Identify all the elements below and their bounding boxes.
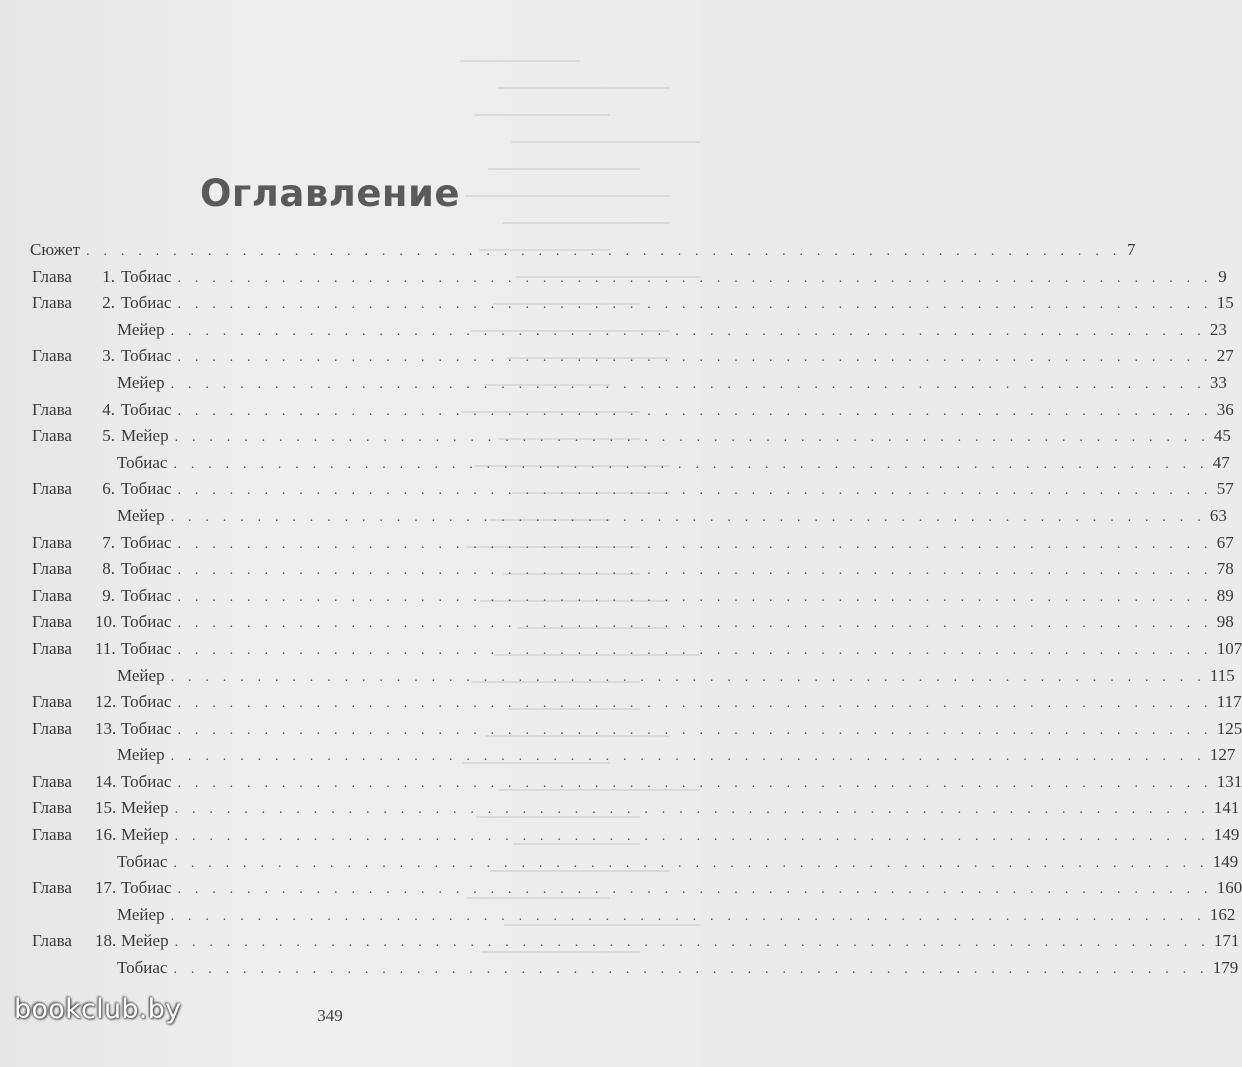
toc-entry	[32, 264, 1227, 291]
toc-page-number: 63	[1209, 505, 1227, 525]
toc-entry	[32, 530, 1234, 557]
bleed-line	[460, 60, 580, 62]
toc-chapter-number: 4.	[102, 399, 115, 419]
toc-entry	[30, 237, 1136, 264]
toc-page-number: 162	[1209, 904, 1236, 924]
toc-page-number: 160	[1216, 878, 1242, 898]
toc-chapter-number: 6.	[102, 479, 115, 499]
toc-leader-dots: . . . . . . . . . . . . . . . . . . . . . . . . . . . . . . . . . . . . . . . . . . . . . . . . . . . . . . . . . . . .	[177, 616, 1213, 632]
toc-entry	[32, 609, 1234, 636]
toc-entry	[32, 742, 1236, 769]
toc-page-number: 9	[1218, 266, 1227, 286]
toc-page-number: 57	[1216, 479, 1234, 499]
toc-leader-dots: . . . . . . . . . . . . . . . . . . . . . . . . . . . . . . . . . . . . . . . . . . . . . . . . . . . . . . . . . . . .	[177, 270, 1213, 286]
toc-entry-title: Тобиас	[121, 399, 172, 419]
page-number: 349	[317, 1006, 343, 1025]
toc-page-number: 131	[1216, 771, 1242, 791]
toc-entry	[32, 928, 1240, 955]
toc-entry-title: Тобиас	[117, 958, 168, 978]
toc-page-number: 149	[1212, 851, 1239, 871]
toc-leader-dots: . . . . . . . . . . . . . . . . . . . . . . . . . . . . . . . . . . . . . . . . . . . . . . . . . . . . . . . . . . . .	[174, 829, 1210, 845]
toc-chapter-word: Глава	[32, 612, 72, 632]
toc-page-number: 47	[1212, 452, 1230, 472]
toc-leader-dots: . . . . . . . . . . . . . . . . . . . . . . . . . . . . . . . . . . . . . . . . . . . . . . . . . . . . . . . . . . . .	[174, 802, 1210, 818]
toc-leader-dots: . . . . . . . . . . . . . . . . . . . . . . . . . . . . . . . . . . . . . . . . . . . . . . . . . . . . . . . . . . . .	[170, 669, 1206, 685]
table-of-contents	[30, 237, 1242, 982]
toc-entry	[32, 849, 1239, 876]
toc-chapter-word: Глава	[32, 346, 72, 366]
toc-entry-title: Мейер	[117, 505, 165, 525]
toc-entry-title: Тобиас	[121, 612, 172, 632]
toc-chapter-number: 11.	[95, 638, 116, 658]
toc-entry	[32, 795, 1240, 822]
toc-entry	[32, 476, 1234, 503]
toc-leader-dots: . . . . . . . . . . . . . . . . . . . . . . . . . . . . . . . . . . . . . . . . . . . . . . . . . . . . . . . . . . . .	[177, 775, 1213, 791]
toc-page-number: 78	[1216, 559, 1234, 579]
toc-chapter-word: Глава	[32, 692, 72, 712]
toc-entry-title: Сюжет	[30, 240, 81, 259]
toc-page-number: 171	[1213, 931, 1240, 951]
toc-entry	[32, 689, 1242, 716]
toc-entry	[32, 556, 1234, 583]
toc-leader-dots: . . . . . . . . . . . . . . . . . . . . . . . . . . . . . . . . . . . . . . . . . . . . . . . . . . . . . . . . . . . .	[170, 749, 1206, 765]
toc-page-number: 141	[1213, 798, 1240, 818]
toc-leader-dots: . . . . . . . . . . . . . . . . . . . . . . . . . . . . . . . . . . . . . . . . . . . . . . . . . . . . . . . . . . . .	[177, 536, 1213, 552]
toc-entry	[32, 822, 1240, 849]
toc-chapter-word: Глава	[32, 878, 72, 898]
toc-chapter-word: Глава	[32, 585, 72, 605]
toc-entry-title: Тобиас	[121, 692, 172, 712]
toc-chapter-number: 3.	[102, 346, 115, 366]
toc-entry	[32, 450, 1230, 477]
toc-page-number: 36	[1216, 399, 1234, 419]
toc-entry-title: Тобиас	[121, 532, 172, 552]
toc-page-number: 127	[1209, 745, 1236, 765]
toc-leader-dots: . . . . . . . . . . . . . . . . . . . . . . . . . . . . . . . . . . . . . . . . . . . . . . . . . . . . . . . . . . . .	[177, 696, 1213, 712]
toc-chapter-number: 14.	[95, 771, 117, 791]
toc-entry	[32, 716, 1242, 743]
toc-chapter-number: 16.	[95, 825, 117, 845]
toc-chapter-word: Глава	[32, 559, 72, 579]
toc-page-number: 125	[1216, 718, 1242, 738]
toc-entry-title: Тобиас	[121, 559, 172, 579]
toc-entry-title: Тобиас	[121, 266, 172, 286]
toc-entry-title: Тобиас	[121, 479, 172, 499]
toc-chapter-number: 17.	[95, 878, 117, 898]
bleed-line	[511, 141, 700, 143]
bleed-line	[488, 168, 640, 170]
toc-chapter-number: 9.	[102, 585, 115, 605]
toc-leader-dots: . . . . . . . . . . . . . . . . . . . . . . . . . . . . . . . . . . . . . . . . . . . . . . . . . . . . . . . . . . . .	[173, 456, 1209, 472]
toc-page-number: 15	[1216, 293, 1234, 313]
toc-entry-title: Тобиас	[121, 293, 172, 313]
toc-entry	[32, 290, 1234, 317]
toc-entry-title: Тобиас	[121, 346, 172, 366]
toc-entry-title: Мейер	[117, 745, 165, 765]
toc-entry-title: Тобиас	[121, 638, 172, 658]
toc-entry	[32, 902, 1236, 929]
toc-entry	[32, 343, 1234, 370]
toc-leader-dots: . . . . . . . . . . . . . . . . . . . . . . . . . . . . . . . . . . . . . . . . . . . . . . . . . . . . . . . . . . . .	[170, 509, 1206, 525]
toc-leader-dots: . . . . . . . . . . . . . . . . . . . . . . . . . . . . . . . . . . . . . . . . . . . . . . . . . . . . . . . . . . . .	[177, 403, 1213, 419]
toc-chapter-word: Глава	[32, 399, 72, 419]
toc-leader-dots: . . . . . . . . . . . . . . . . . . . . . . . . . . . . . . . . . . . . . . . . . . . . . . . . . . . . . . . . . . . .	[177, 563, 1213, 579]
toc-page-number: 7	[1126, 240, 1136, 259]
toc-page-number: 27	[1216, 346, 1234, 366]
toc-chapter-word: Глава	[32, 931, 72, 951]
toc-entry-title: Мейер	[121, 426, 169, 446]
toc-page-number: 179	[1212, 958, 1239, 978]
toc-entry	[32, 663, 1235, 690]
toc-entry	[32, 769, 1242, 796]
toc-page-number: 149	[1213, 825, 1240, 845]
toc-leader-dots: . . . . . . . . . . . . . . . . . . . . . . . . . . . . . . . . . . . . . . . . . . . . . . . . . . . . . . . . . . . .	[170, 908, 1206, 924]
toc-chapter-word: Глава	[32, 825, 72, 845]
toc-page-number: 33	[1209, 372, 1227, 392]
toc-chapter-number: 15.	[95, 798, 117, 818]
toc-page-number: 98	[1216, 612, 1234, 632]
toc-chapter-number: 18.	[95, 931, 117, 951]
toc-entry-title: Мейер	[121, 931, 169, 951]
bleed-line	[474, 114, 610, 116]
toc-entry	[32, 955, 1239, 982]
watermark-logo: bookclub.by	[14, 994, 182, 1025]
toc-entry	[32, 370, 1227, 397]
toc-chapter-number: 8.	[102, 559, 115, 579]
toc-chapter-number: 1.	[102, 266, 115, 286]
toc-entry	[32, 317, 1227, 344]
toc-page-number: 89	[1216, 585, 1234, 605]
toc-leader-dots: . . . . . . . . . . . . . . . . . . . . . . . . . . . . . . . . . . . . . . . . . . . . . . . . . . . . . . . . . . . .	[173, 855, 1209, 871]
toc-chapter-number: 13.	[95, 718, 117, 738]
toc-leader-dots: . . . . . . . . . . . . . . . . . . . . . . . . . . . . . . . . . . . . . . . . . . . . . . . . . . . . . . . . . . . .	[174, 935, 1210, 951]
toc-chapter-word: Глава	[32, 638, 72, 658]
bleed-line	[497, 87, 670, 89]
toc-entry	[32, 636, 1242, 663]
toc-entry-title: Мейер	[121, 798, 169, 818]
toc-leader-dots: . . . . . . . . . . . . . . . . . . . . . . . . . . . . . . . . . . . . . . . . . . . . . . . . . . . . . . . . . . . .	[177, 350, 1213, 366]
toc-leader-dots: . . . . . . . . . . . . . . . . . . . . . . . . . . . . . . . . . . . . . . . . . . . . . . . . . . . . . . . . . . . .	[177, 882, 1213, 898]
toc-chapter-word: Глава	[32, 771, 72, 791]
toc-entry-title: Мейер	[117, 319, 165, 339]
toc-page-number: 23	[1209, 319, 1227, 339]
bleed-line	[502, 222, 670, 224]
toc-chapter-word: Глава	[32, 266, 72, 286]
toc-entry	[32, 397, 1234, 424]
toc-entry	[32, 583, 1234, 610]
toc-chapter-number: 5.	[102, 426, 115, 446]
toc-chapter-word: Глава	[32, 798, 72, 818]
toc-page-number: 117	[1216, 692, 1242, 712]
toc-chapter-word: Глава	[32, 426, 72, 446]
toc-page-number: 67	[1216, 532, 1234, 552]
toc-chapter-number: 7.	[102, 532, 115, 552]
toc-leader-dots: . . . . . . . . . . . . . . . . . . . . . . . . . . . . . . . . . . . . . . . . . . . . . . . . . . . . . . . . . . . .	[174, 430, 1210, 446]
toc-leader-dots: . . . . . . . . . . . . . . . . . . . . . . . . . . . . . . . . . . . . . . . . . . . . . . . . . . . . . . . . . . . .	[173, 962, 1209, 978]
toc-chapter-word: Глава	[32, 479, 72, 499]
toc-entry	[32, 503, 1227, 530]
toc-entry-title: Тобиас	[121, 771, 172, 791]
toc-entry-title: Мейер	[121, 825, 169, 845]
toc-leader-dots: . . . . . . . . . . . . . . . . . . . . . . . . . . . . . . . . . . . . . . . . . . . . . . . . . . . . . . . . . . . .	[177, 589, 1213, 605]
toc-page-number: 45	[1213, 426, 1231, 446]
toc-chapter-number: 2.	[102, 293, 115, 313]
toc-entry-title: Тобиас	[121, 718, 172, 738]
toc-entry	[32, 423, 1231, 450]
toc-leader-dots: . . . . . . . . . . . . . . . . . . . . . . . . . . . . . . . . . . . . . . . . . . . . . . . . . . . . . . . . . . . .	[86, 244, 1122, 259]
toc-entry	[32, 875, 1242, 902]
toc-entry-title: Тобиас	[121, 878, 172, 898]
toc-entry-title: Тобиас	[117, 851, 168, 871]
page-title: Оглавление	[199, 172, 461, 215]
toc-page-number: 115	[1209, 665, 1235, 685]
toc-chapter-number: 12.	[95, 692, 117, 712]
toc-chapter-word: Глава	[32, 718, 72, 738]
toc-entry-title: Тобиас	[117, 452, 168, 472]
toc-leader-dots: . . . . . . . . . . . . . . . . . . . . . . . . . . . . . . . . . . . . . . . . . . . . . . . . . . . . . . . . . . . .	[177, 642, 1213, 658]
toc-leader-dots: . . . . . . . . . . . . . . . . . . . . . . . . . . . . . . . . . . . . . . . . . . . . . . . . . . . . . . . . . . . .	[177, 722, 1213, 738]
toc-entry-title: Мейер	[117, 904, 165, 924]
toc-leader-dots: . . . . . . . . . . . . . . . . . . . . . . . . . . . . . . . . . . . . . . . . . . . . . . . . . . . . . . . . . . . .	[177, 483, 1213, 499]
toc-entry-title: Мейер	[117, 372, 165, 392]
toc-page-number: 107	[1216, 638, 1242, 658]
toc-chapter-number: 10.	[95, 612, 117, 632]
toc-chapter-word: Глава	[32, 293, 72, 313]
toc-leader-dots: . . . . . . . . . . . . . . . . . . . . . . . . . . . . . . . . . . . . . . . . . . . . . . . . . . . . . . . . . . . .	[170, 323, 1206, 339]
toc-chapter-word: Глава	[32, 532, 72, 552]
toc-leader-dots: . . . . . . . . . . . . . . . . . . . . . . . . . . . . . . . . . . . . . . . . . . . . . . . . . . . . . . . . . . . .	[177, 297, 1213, 313]
toc-entry-title: Тобиас	[121, 585, 172, 605]
toc-leader-dots: . . . . . . . . . . . . . . . . . . . . . . . . . . . . . . . . . . . . . . . . . . . . . . . . . . . . . . . . . . . .	[170, 376, 1206, 392]
toc-entry-title: Мейер	[117, 665, 165, 685]
